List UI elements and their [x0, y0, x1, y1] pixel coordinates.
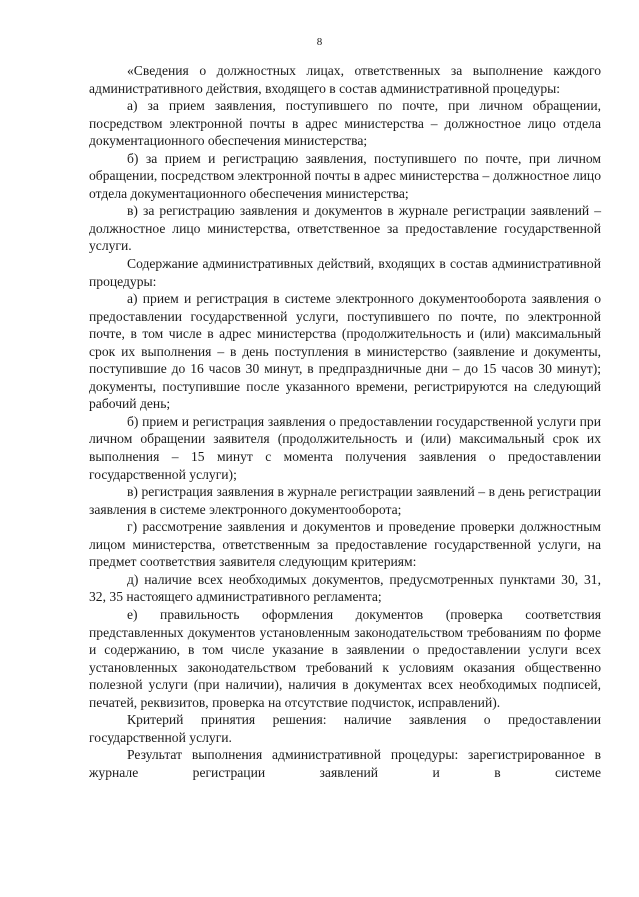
paragraph-result: Результат выполнения административной процедуры: зарегистрированное в журнале регистрации заявлений и в системе: [89, 747, 601, 780]
paragraph-action-b: б) прием и регистрация заявления о предоставлении государственной услуги при личном обращении заявителя (продолжительность и (или) максимальный срок их выполнения – 15 минут с момента получения заявления о предоставлении государственной услуги);: [89, 413, 601, 482]
paragraph-action-a: а) прием и регистрация в системе электронного документооборота заявления о предоставлении государственной услуги, поступившего по почте, по электронной почте, в том числе в адрес министерства (продолжительность и (или) максимальный срок их выполнения – в день поступления в министерство (заявление и документы, поступившие до 16 часов 30 минут, в предпраздничные дни – до 15 часов 30 минут); документы, поступившие после указанного времени, регистрируются на следующий рабочий день;: [89, 291, 601, 412]
paragraph-item-b: б) за прием и регистрацию заявления, поступившего по почте, при личном обращении, посредством электронной почты в адрес министерства – должностное лицо отдела документационного обеспечения министерства;: [89, 150, 601, 201]
paragraph-intro: «Сведения о должностных лицах, ответственных за выполнение каждого административного действия, входящего в состав административной процедуры:: [89, 63, 601, 96]
document-body: [89, 62, 601, 781]
paragraph-decision-criterion: Критерий принятия решения: наличие заявления о предоставлении государственной услуги.: [89, 712, 601, 745]
paragraph-criterion-e: е) правильность оформления документов (проверка соответствия представленных документов установленным законодательством требованиям по форме и содержанию, в том числе указание в заявлении о предоставлении услуги всех установленных законодательством требований к условиям оказания общественно полезной услуги (при наличии), наличия в документах всех необходимых подписей, печатей, реквизитов, проверка на отсутствие подчисток, исправлений).: [89, 606, 601, 710]
paragraph-action-v: в) регистрация заявления в журнале регистрации заявлений – в день регистрации заявления в системе электронного документооборота;: [89, 484, 601, 517]
paragraph-content-heading: Содержание административных действий, входящих в состав административной процедуры:: [89, 256, 601, 289]
paragraph-item-a: а) за прием заявления, поступившего по почте, при личном обращении, посредством электронной почты в адрес министерства – должностное лицо отдела документационного обеспечения министерства;: [89, 98, 601, 149]
paragraph-criterion-d: д) наличие всех необходимых документов, предусмотренных пунктами 30, 31, 32, 35 настоящего административного регламента;: [89, 571, 601, 605]
paragraph-item-v: в) за регистрацию заявления и документов в журнале регистрации заявлений – должностное лицо министерства, ответственное за предоставление государственной услуги.: [89, 203, 601, 254]
page-number: 8: [316, 36, 323, 48]
paragraph-action-g: г) рассмотрение заявления и документов и проведение проверки должностным лицом министерства, ответственным за предоставление государственной услуги, на предмет соответствия заявителя следующим критериям:: [89, 519, 601, 570]
